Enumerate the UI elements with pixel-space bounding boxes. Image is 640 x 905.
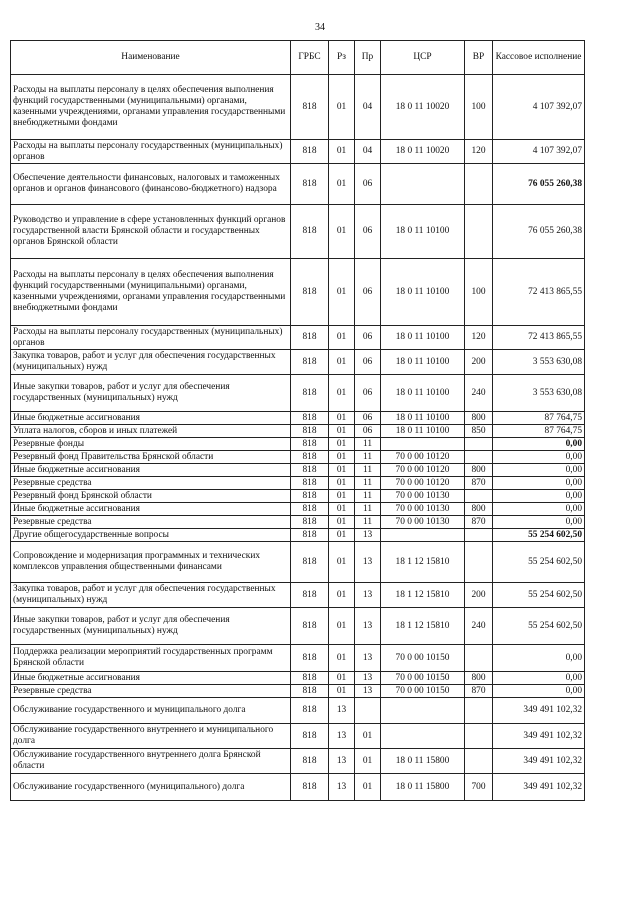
row-vr xyxy=(465,205,493,259)
row-rz: 01 xyxy=(329,608,355,645)
row-csr: 18 0 11 10100 xyxy=(381,205,465,259)
row-csr: 70 0 00 10150 xyxy=(381,685,465,698)
table-row xyxy=(11,645,585,672)
row-amount: 4 107 392,07 xyxy=(493,75,585,140)
row-csr: 70 0 00 10120 xyxy=(381,464,465,477)
header-amount: Кассовое исполнение xyxy=(493,41,585,75)
row-pr: 11 xyxy=(355,490,381,503)
row-amount: 55 254 602,50 xyxy=(493,529,585,542)
row-pr: 01 xyxy=(355,749,381,774)
row-grbs: 818 xyxy=(291,75,329,140)
row-grbs: 818 xyxy=(291,326,329,350)
row-amount: 55 254 602,50 xyxy=(493,542,585,583)
row-csr: 18 0 11 10100 xyxy=(381,350,465,375)
row-csr: 18 0 11 10100 xyxy=(381,259,465,326)
row-rz: 01 xyxy=(329,529,355,542)
row-vr: 870 xyxy=(465,477,493,490)
row-vr xyxy=(465,698,493,724)
table-row xyxy=(11,438,585,451)
row-vr xyxy=(465,164,493,205)
row-pr: 11 xyxy=(355,464,381,477)
row-name: Резервные средства xyxy=(11,477,291,490)
row-amount: 349 491 102,32 xyxy=(493,774,585,801)
row-amount: 55 254 602,50 xyxy=(493,583,585,608)
row-vr: 870 xyxy=(465,685,493,698)
row-rz: 01 xyxy=(329,164,355,205)
table-row xyxy=(11,583,585,608)
row-amount: 0,00 xyxy=(493,464,585,477)
row-name: Закупка товаров, работ и услуг для обеспечения государственных (муниципальных) нужд xyxy=(11,583,291,608)
budget-table xyxy=(10,40,585,801)
row-name: Иные бюджетные ассигнования xyxy=(11,412,291,425)
row-csr: 18 1 12 15810 xyxy=(381,608,465,645)
row-rz: 01 xyxy=(329,451,355,464)
row-csr: 18 0 11 15800 xyxy=(381,749,465,774)
row-csr: 70 0 00 10150 xyxy=(381,645,465,672)
row-grbs: 818 xyxy=(291,608,329,645)
row-vr xyxy=(465,490,493,503)
row-name: Иные бюджетные ассигнования xyxy=(11,672,291,685)
row-pr: 06 xyxy=(355,164,381,205)
row-vr: 120 xyxy=(465,326,493,350)
row-rz: 01 xyxy=(329,672,355,685)
row-pr: 11 xyxy=(355,503,381,516)
row-vr: 800 xyxy=(465,503,493,516)
row-rz: 01 xyxy=(329,464,355,477)
table-row xyxy=(11,774,585,801)
row-csr: 18 0 11 10020 xyxy=(381,140,465,164)
row-vr: 200 xyxy=(465,583,493,608)
row-pr: 13 xyxy=(355,685,381,698)
row-pr: 06 xyxy=(355,205,381,259)
row-rz: 13 xyxy=(329,774,355,801)
row-pr: 11 xyxy=(355,516,381,529)
row-rz: 01 xyxy=(329,375,355,412)
table-row xyxy=(11,490,585,503)
row-amount: 0,00 xyxy=(493,451,585,464)
row-amount: 0,00 xyxy=(493,672,585,685)
row-csr: 18 1 12 15810 xyxy=(381,583,465,608)
row-csr xyxy=(381,698,465,724)
table-row xyxy=(11,542,585,583)
row-vr xyxy=(465,438,493,451)
table-row xyxy=(11,503,585,516)
row-rz: 01 xyxy=(329,542,355,583)
row-grbs: 818 xyxy=(291,438,329,451)
row-pr: 11 xyxy=(355,477,381,490)
row-grbs: 818 xyxy=(291,645,329,672)
row-csr xyxy=(381,724,465,749)
table-row xyxy=(11,205,585,259)
row-vr: 100 xyxy=(465,75,493,140)
header-pr: Пр xyxy=(355,41,381,75)
table-row xyxy=(11,608,585,645)
row-pr: 13 xyxy=(355,529,381,542)
row-pr xyxy=(355,698,381,724)
row-name: Уплата налогов, сборов и иных платежей xyxy=(11,425,291,438)
row-name: Обеспечение деятельности финансовых, налоговых и таможенных органов и органов финансового (финансово-бюджетного) надзора xyxy=(11,164,291,205)
row-grbs: 818 xyxy=(291,350,329,375)
row-grbs: 818 xyxy=(291,490,329,503)
row-vr xyxy=(465,724,493,749)
row-grbs: 818 xyxy=(291,698,329,724)
row-vr: 240 xyxy=(465,608,493,645)
table-row xyxy=(11,724,585,749)
row-name: Другие общегосударственные вопросы xyxy=(11,529,291,542)
row-vr: 800 xyxy=(465,464,493,477)
row-name: Руководство и управление в сфере установленных функций органов государственной власти Брянской области и государственных органов Брянской области xyxy=(11,205,291,259)
row-name: Резервный фонд Брянской области xyxy=(11,490,291,503)
row-pr: 06 xyxy=(355,375,381,412)
row-name: Поддержка реализации мероприятий государственных программ Брянской области xyxy=(11,645,291,672)
table-row xyxy=(11,259,585,326)
table-header-row xyxy=(11,41,585,75)
row-rz: 01 xyxy=(329,259,355,326)
header-grbs: ГРБС xyxy=(291,41,329,75)
row-rz: 13 xyxy=(329,698,355,724)
row-pr: 13 xyxy=(355,583,381,608)
row-csr: 70 0 00 10130 xyxy=(381,503,465,516)
table-body xyxy=(11,75,585,801)
row-rz: 13 xyxy=(329,724,355,749)
row-amount: 72 413 865,55 xyxy=(493,259,585,326)
row-vr: 120 xyxy=(465,140,493,164)
table-row xyxy=(11,425,585,438)
table-row xyxy=(11,529,585,542)
row-vr: 800 xyxy=(465,672,493,685)
row-name: Иные бюджетные ассигнования xyxy=(11,464,291,477)
row-name: Резервные средства xyxy=(11,685,291,698)
row-amount: 0,00 xyxy=(493,438,585,451)
row-pr: 13 xyxy=(355,672,381,685)
table-row xyxy=(11,451,585,464)
row-rz: 01 xyxy=(329,425,355,438)
row-name: Расходы на выплаты персоналу государственных (муниципальных) органов xyxy=(11,140,291,164)
row-name: Закупка товаров, работ и услуг для обеспечения государственных (муниципальных) нужд xyxy=(11,350,291,375)
row-pr: 06 xyxy=(355,259,381,326)
row-name: Иные закупки товаров, работ и услуг для обеспечения государственных (муниципальных) нужд xyxy=(11,375,291,412)
row-csr: 70 0 00 10150 xyxy=(381,672,465,685)
row-rz: 01 xyxy=(329,438,355,451)
row-grbs: 818 xyxy=(291,516,329,529)
row-amount: 0,00 xyxy=(493,645,585,672)
header-name: Наименование xyxy=(11,41,291,75)
row-rz: 01 xyxy=(329,412,355,425)
row-grbs: 818 xyxy=(291,375,329,412)
row-amount: 349 491 102,32 xyxy=(493,698,585,724)
table-row xyxy=(11,75,585,140)
row-name: Обслуживание государственного внутреннего и муниципального долга xyxy=(11,724,291,749)
row-pr: 13 xyxy=(355,542,381,583)
row-amount: 0,00 xyxy=(493,477,585,490)
row-name: Обслуживание государственного и муниципального долга xyxy=(11,698,291,724)
row-name: Обслуживание государственного внутреннего долга Брянской области xyxy=(11,749,291,774)
row-pr: 11 xyxy=(355,451,381,464)
page-number: 34 xyxy=(315,22,325,33)
row-vr xyxy=(465,645,493,672)
row-grbs: 818 xyxy=(291,503,329,516)
row-csr: 18 0 11 10020 xyxy=(381,75,465,140)
row-rz: 01 xyxy=(329,326,355,350)
row-grbs: 818 xyxy=(291,425,329,438)
row-amount: 87 764,75 xyxy=(493,412,585,425)
row-rz: 01 xyxy=(329,205,355,259)
row-pr: 01 xyxy=(355,774,381,801)
row-csr: 18 0 11 10100 xyxy=(381,375,465,412)
row-grbs: 818 xyxy=(291,205,329,259)
row-csr: 18 0 11 10100 xyxy=(381,412,465,425)
row-rz: 01 xyxy=(329,516,355,529)
row-amount: 3 553 630,08 xyxy=(493,375,585,412)
table-row xyxy=(11,516,585,529)
row-grbs: 818 xyxy=(291,774,329,801)
row-grbs: 818 xyxy=(291,542,329,583)
row-csr: 18 0 11 15800 xyxy=(381,774,465,801)
row-grbs: 818 xyxy=(291,451,329,464)
row-grbs: 818 xyxy=(291,477,329,490)
row-rz: 01 xyxy=(329,645,355,672)
table-row xyxy=(11,685,585,698)
row-csr: 18 1 12 15810 xyxy=(381,542,465,583)
row-rz: 01 xyxy=(329,350,355,375)
row-name: Резервные фонды xyxy=(11,438,291,451)
table-row xyxy=(11,749,585,774)
row-name: Расходы на выплаты персоналу в целях обеспечения выполнения функций государственными (муниципальными) органами, казенными учреждениями, органами управления государственными внебюджетными фондами xyxy=(11,75,291,140)
row-vr xyxy=(465,451,493,464)
row-amount: 349 491 102,32 xyxy=(493,724,585,749)
table-row xyxy=(11,412,585,425)
row-amount: 0,00 xyxy=(493,490,585,503)
row-rz: 01 xyxy=(329,75,355,140)
row-csr: 70 0 00 10130 xyxy=(381,490,465,503)
row-pr: 13 xyxy=(355,608,381,645)
row-vr: 200 xyxy=(465,350,493,375)
row-vr: 100 xyxy=(465,259,493,326)
row-amount: 55 254 602,50 xyxy=(493,608,585,645)
row-csr xyxy=(381,438,465,451)
row-name: Обслуживание государственного (муниципального) долга xyxy=(11,774,291,801)
row-pr: 04 xyxy=(355,140,381,164)
row-name: Резервные средства xyxy=(11,516,291,529)
row-pr: 11 xyxy=(355,438,381,451)
row-vr xyxy=(465,529,493,542)
row-rz: 01 xyxy=(329,477,355,490)
row-vr: 240 xyxy=(465,375,493,412)
table-row xyxy=(11,477,585,490)
row-grbs: 818 xyxy=(291,412,329,425)
row-csr xyxy=(381,164,465,205)
row-rz: 01 xyxy=(329,490,355,503)
row-csr: 70 0 00 10130 xyxy=(381,516,465,529)
row-pr: 01 xyxy=(355,724,381,749)
row-rz: 01 xyxy=(329,140,355,164)
row-pr: 06 xyxy=(355,425,381,438)
row-grbs: 818 xyxy=(291,140,329,164)
row-name: Иные бюджетные ассигнования xyxy=(11,503,291,516)
row-pr: 06 xyxy=(355,412,381,425)
row-rz: 01 xyxy=(329,583,355,608)
row-csr: 70 0 00 10120 xyxy=(381,451,465,464)
row-name: Сопровождение и модернизация программных и технических комплексов управления общественными финансами xyxy=(11,542,291,583)
table-row xyxy=(11,698,585,724)
row-vr xyxy=(465,749,493,774)
table-row xyxy=(11,672,585,685)
row-amount: 0,00 xyxy=(493,503,585,516)
row-csr xyxy=(381,529,465,542)
row-amount: 76 055 260,38 xyxy=(493,164,585,205)
row-amount: 0,00 xyxy=(493,685,585,698)
row-vr xyxy=(465,542,493,583)
row-vr: 850 xyxy=(465,425,493,438)
row-csr: 18 0 11 10100 xyxy=(381,326,465,350)
row-rz: 01 xyxy=(329,503,355,516)
row-vr: 800 xyxy=(465,412,493,425)
table-row xyxy=(11,464,585,477)
row-grbs: 818 xyxy=(291,749,329,774)
row-pr: 06 xyxy=(355,326,381,350)
header-vr: ВР xyxy=(465,41,493,75)
row-name: Расходы на выплаты персоналу государственных (муниципальных) органов xyxy=(11,326,291,350)
row-grbs: 818 xyxy=(291,685,329,698)
row-rz: 01 xyxy=(329,685,355,698)
table-row xyxy=(11,350,585,375)
row-amount: 4 107 392,07 xyxy=(493,140,585,164)
row-pr: 04 xyxy=(355,75,381,140)
row-pr: 06 xyxy=(355,350,381,375)
row-grbs: 818 xyxy=(291,164,329,205)
row-name: Резервный фонд Правительства Брянской области xyxy=(11,451,291,464)
row-grbs: 818 xyxy=(291,724,329,749)
row-grbs: 818 xyxy=(291,464,329,477)
row-amount: 72 413 865,55 xyxy=(493,326,585,350)
row-amount: 87 764,75 xyxy=(493,425,585,438)
table-row xyxy=(11,375,585,412)
row-csr: 70 0 00 10120 xyxy=(381,477,465,490)
row-pr: 13 xyxy=(355,645,381,672)
row-amount: 349 491 102,32 xyxy=(493,749,585,774)
row-amount: 3 553 630,08 xyxy=(493,350,585,375)
row-name: Расходы на выплаты персоналу в целях обеспечения выполнения функций государственными (муниципальными) органами, казенными учреждениями, органами управления государственными внебюджетными фондами xyxy=(11,259,291,326)
table-row xyxy=(11,326,585,350)
row-grbs: 818 xyxy=(291,672,329,685)
header-rz: Рз xyxy=(329,41,355,75)
row-csr: 18 0 11 10100 xyxy=(381,425,465,438)
table-row xyxy=(11,140,585,164)
row-vr: 870 xyxy=(465,516,493,529)
row-grbs: 818 xyxy=(291,259,329,326)
row-amount: 76 055 260,38 xyxy=(493,205,585,259)
row-vr: 700 xyxy=(465,774,493,801)
row-grbs: 818 xyxy=(291,529,329,542)
row-amount: 0,00 xyxy=(493,516,585,529)
table-row xyxy=(11,164,585,205)
row-grbs: 818 xyxy=(291,583,329,608)
row-rz: 13 xyxy=(329,749,355,774)
row-name: Иные закупки товаров, работ и услуг для обеспечения государственных (муниципальных) нужд xyxy=(11,608,291,645)
header-csr: ЦСР xyxy=(381,41,465,75)
